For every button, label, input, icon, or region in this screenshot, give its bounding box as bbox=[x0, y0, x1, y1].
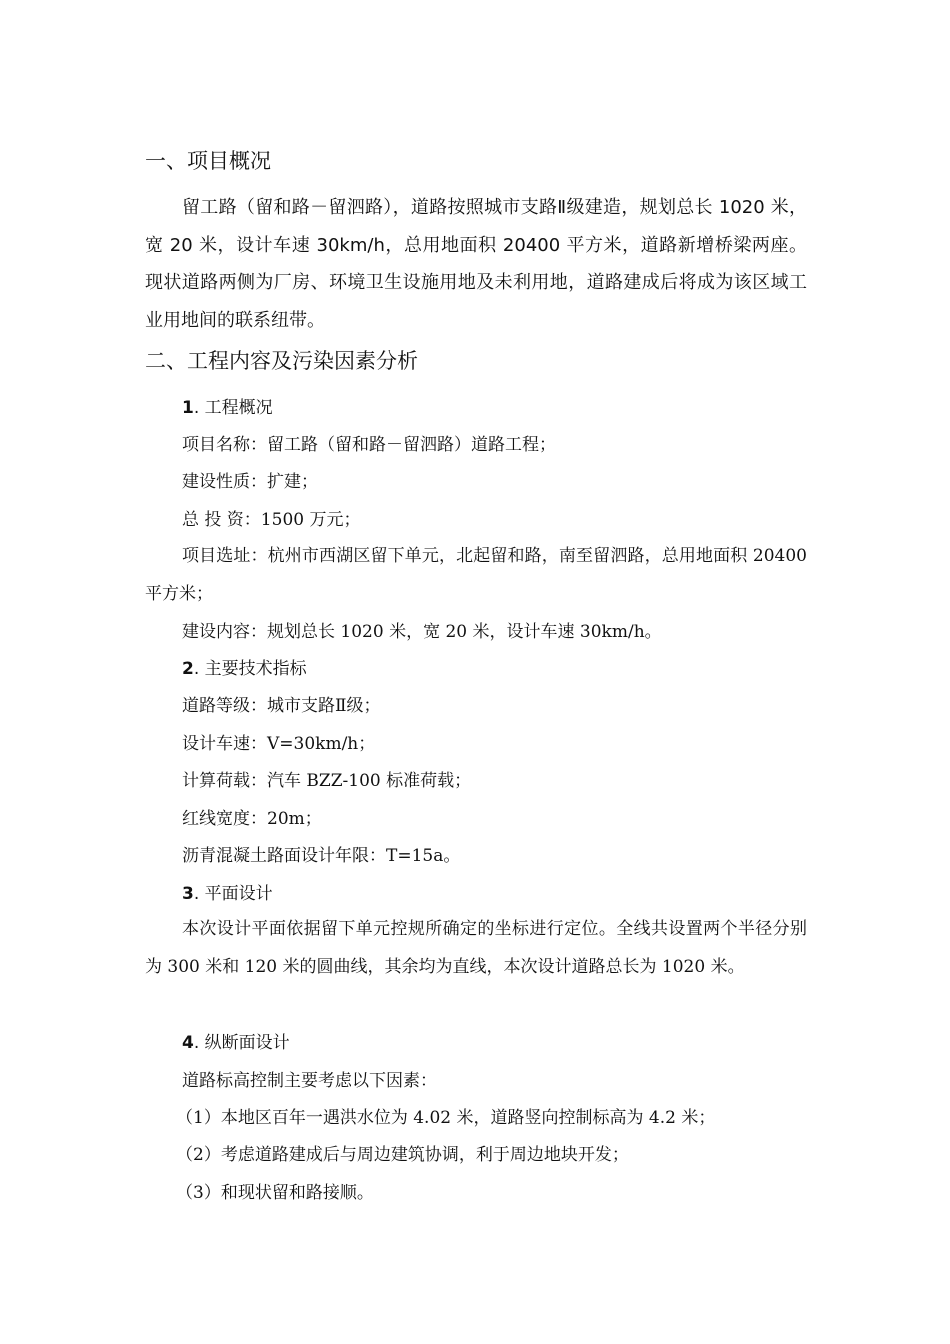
section-heading-project-overview: 一、项目概况 bbox=[145, 149, 271, 173]
red-line-width-line: 红线宽度：20m； bbox=[182, 809, 322, 829]
design-load-line: 计算荷载：汽车 BZZ-100 标准荷载； bbox=[182, 771, 472, 791]
project-overview-paragraph: 留工路（留和路－留泗路），道路按照城市支路Ⅱ级建造，规划总长 1020 米，宽 20 米，设计车速 30km/h，总用地面积 20400 平方米，道路新增桥梁两座。现状道路两侧为厂房、环境卫生设施用地及未利用地，道路建成后将成为该区域工业用地间的联系纽带。 bbox=[145, 197, 807, 331]
subsection-title: . 主要技术指标 bbox=[193, 659, 307, 679]
subsection-number: 3 bbox=[182, 884, 194, 904]
section-heading-engineering-content: 二、工程内容及污染因素分析 bbox=[145, 349, 418, 373]
pavement-design-life-line: 沥青混凝土路面设计年限：T=15a。 bbox=[182, 846, 461, 866]
project-name-line: 项目名称：留工路（留和路－留泗路）道路工程； bbox=[182, 435, 556, 455]
construction-nature-line: 建设性质：扩建； bbox=[182, 472, 318, 492]
design-speed-line: 设计车速：V=30km/h； bbox=[182, 734, 376, 754]
subsection-heading-profile-design bbox=[182, 1030, 290, 1056]
subsection-title: . 工程概况 bbox=[193, 398, 273, 418]
factor-3-line: （3）和现状留和路接顺。 bbox=[176, 1183, 374, 1203]
plan-design-paragraph: 本次设计平面依据留下单元控规所确定的坐标进行定位。全线共设置两个半径分别为 300 米和 120 米的圆曲线，其余均为直线，本次设计道路总长为 1020 米。 bbox=[145, 919, 807, 977]
subsection-number: 2 bbox=[182, 659, 194, 679]
subsection-number: 4 bbox=[182, 1033, 194, 1053]
subsection-heading-technical-indicators bbox=[182, 656, 307, 682]
road-grade-line: 道路等级：城市支路Ⅱ级； bbox=[182, 696, 381, 716]
subsection-title: . 平面设计 bbox=[193, 884, 273, 904]
elevation-factors-intro-line: 道路标高控制主要考虑以下因素： bbox=[182, 1071, 437, 1091]
factor-2-line: （2）考虑道路建成后与周边建筑协调，利于周边地块开发； bbox=[176, 1145, 629, 1165]
subsection-title: . 纵断面设计 bbox=[193, 1033, 290, 1053]
subsection-heading-engineering-overview bbox=[182, 395, 273, 421]
total-investment-line: 总 投 资：1500 万元； bbox=[182, 510, 361, 530]
project-site-paragraph: 项目选址：杭州市西湖区留下单元，北起留和路，南至留泗路，总用地面积 20400 平方米； bbox=[145, 546, 807, 604]
construction-content-line: 建设内容：规划总长 1020 米，宽 20 米，设计车速 30km/h。 bbox=[182, 622, 662, 642]
factor-1-line: （1）本地区百年一遇洪水位为 4.02 米，道路竖向控制标高为 4.2 米； bbox=[176, 1108, 716, 1128]
subsection-number: 1 bbox=[182, 398, 194, 418]
subsection-heading-plan-design bbox=[182, 881, 273, 907]
